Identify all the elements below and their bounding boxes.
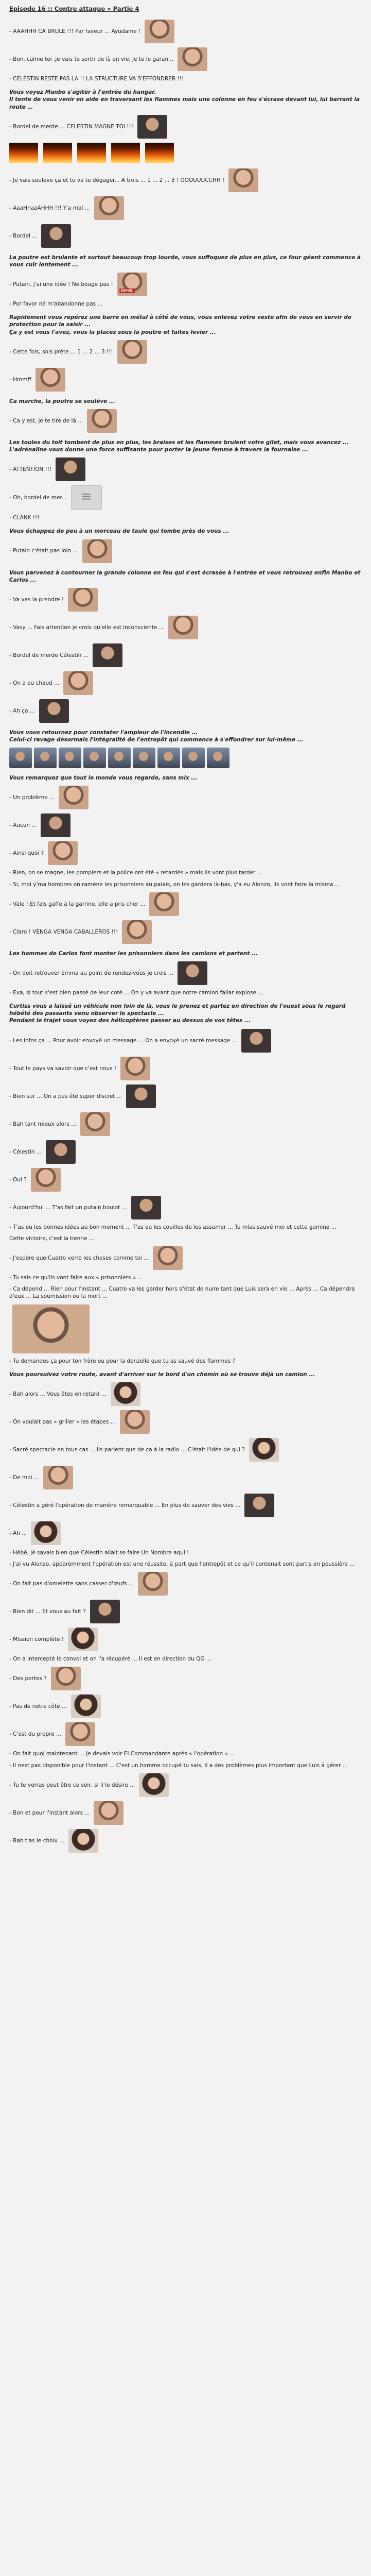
character-portrait-image — [153, 1246, 183, 1270]
character-portrait-image — [120, 1057, 150, 1080]
dialogue-row — [9, 588, 366, 612]
dialogue-line: - Rien, on se magne, les pompiers et la police ont été « retardés » mais ils vont plus tarder ... — [9, 870, 262, 876]
dialogue-row — [9, 1029, 366, 1053]
crowd-image — [108, 748, 131, 768]
dialogue-text: - Bien sur ... On a pas été super discret ... — [9, 1093, 122, 1099]
dialogue-text: - Ainsi quoi ? — [9, 850, 44, 857]
dialogue-text: - Bah alors ... Vous êtes en retard ... — [9, 1391, 107, 1397]
dialogue-row — [9, 1773, 366, 1797]
dialogue-text: - Putain c'était pas loin ... — [9, 548, 78, 554]
dialogue-text: - Ah ça ... — [9, 707, 35, 714]
dialogue-row — [9, 1694, 366, 1718]
character-portrait-image — [41, 814, 70, 837]
crowd-image — [34, 748, 57, 768]
dialogue-row — [9, 224, 366, 248]
dialogue-row — [9, 1168, 366, 1192]
dialogue-row — [9, 1410, 366, 1434]
dialogue-text: - Va vas la prendre ! — [9, 596, 64, 603]
dialogue-line: - On a intercepté le convoi et on l'a récupéré ... Il est en direction du QG ... — [9, 1656, 211, 1663]
dialogue-row — [9, 616, 366, 639]
crowd-image — [207, 748, 229, 768]
dialogue-row — [9, 457, 366, 481]
dialogue-row — [9, 368, 366, 392]
dialogue-text: - Cette fois, sois prête ... 1 ... 2 ... 3 !!! — [9, 348, 113, 355]
dialogue-text: - Vale ! Et fais gaffe à la garrine, elle a pris cher ... — [9, 901, 146, 907]
dialogue-line: - J'ai vu Alonzo, apparemment l'opération est une réussite, à part que l'entrepôt et ce qu'il contenait sont partis en poussière ... — [9, 1561, 355, 1568]
character-portrait-image — [68, 1829, 98, 1853]
dialogue-text: - Oh, bordel de mer... — [9, 495, 67, 501]
character-portrait-image — [145, 20, 174, 43]
dialogue-text: - Vasy ... Fais attention je crois qu'elle est inconsciente ... — [9, 624, 164, 631]
crowd-image — [182, 748, 205, 768]
character-portrait-image — [31, 1521, 61, 1545]
character-portrait-image — [71, 485, 102, 510]
dialogue-text: - Bordel ... — [9, 232, 38, 239]
character-portrait-image — [178, 47, 207, 71]
dialogue-text: - Célestin ... — [9, 1148, 42, 1155]
character-portrait-image — [228, 168, 258, 192]
dialogue-text: - ATTENTION !!! — [9, 466, 52, 473]
dialogue-text: - On a eu chaud ... — [9, 680, 60, 686]
dialogue-row — [9, 1628, 366, 1651]
dialogue-text: - AaaHhaaAHHH !!! Y'a mal ... — [9, 205, 90, 211]
narration-text: Vous échappez de peu à un morceau de taule qui tombe près de vous ... — [9, 528, 229, 535]
dialogue-row — [9, 1667, 366, 1690]
dialogue-text: - De moi ... — [9, 1474, 39, 1481]
character-portrait-image — [249, 1438, 279, 1462]
dialogue-text: - Pas de notre côté ... — [9, 1703, 67, 1710]
dialogue-text: - Les infos ça ... Pour avoir envoyé un message ... On a envoyé un sacré message ... — [9, 1037, 237, 1044]
dialogue-text: - Ah ... — [9, 1530, 27, 1536]
dialogue-row — [9, 961, 366, 985]
dialogue-text: - On doit retrouver Emma au point de rendez-vous je crois ... — [9, 970, 174, 976]
narration-text: La poutre est brulante et surtout beaucoup trop lourde, vous suffoquez de plus en plus, ce four géant commence à vous cuir lentement ... — [9, 254, 361, 268]
dialogue-text: - Tout le pays va savoir que c'est nous ! — [9, 1065, 117, 1072]
character-portrait-image — [56, 457, 85, 481]
dialogue-row — [9, 786, 366, 809]
dialogue-row — [9, 539, 366, 563]
dialogue-row — [9, 892, 366, 916]
dialogue-row — [9, 1801, 366, 1825]
dialogue-text: - Un problème ... — [9, 794, 55, 801]
dialogue-text: - Claro ! VENGA VENGA CABALLEROS !!! — [9, 928, 118, 935]
character-portrait-image — [137, 115, 167, 139]
character-portrait-image — [111, 1382, 140, 1406]
dialogue-row — [9, 196, 366, 220]
character-portrait-image — [48, 841, 78, 865]
dialogue-row — [9, 1382, 366, 1406]
narration-text: Vous poursuivez votre route, avant d'arriver sur le bord d'un chemin où se trouve déjà un camion ... — [9, 1371, 315, 1378]
dialogue-line: - Hébé, jé savais bien que Célestin allait se faire Un Nombre aqui ! — [9, 1549, 189, 1556]
character-portrait-image — [244, 1494, 274, 1517]
dialogue-text: - Hmmff — [9, 376, 31, 383]
dialogue-text: - Ca y est, je te tire de là ... — [9, 417, 83, 424]
dialogue-row — [9, 1438, 366, 1462]
dialogue-line: - Tu demandes ça pour ton frère ou pour la donzelle que tu as sauvé des flammes ? — [9, 1358, 236, 1364]
dialogue-line: - Tu sais ce qu'ils vont faire aux « prisonniers » ... — [9, 1274, 143, 1281]
narration-text: Rapidement vous repérez une barre en métal à côté de vous, vous enlevez votre veste afin de vous en servir de protection pour la saisir ... Ça y est vous l'avez, vous la placez sous la poutre et faites levier ... — [9, 314, 351, 335]
dialogue-text: - Célestin a géré l'opération de manière remarquable ... En plus de sauver des vies ... — [9, 1502, 241, 1509]
dialogue-text: - Bah t'as le choix ... — [9, 1837, 65, 1844]
dialogue-row — [9, 1466, 366, 1489]
fire-image — [43, 143, 72, 163]
crowd-image — [83, 748, 106, 768]
dialogue-text: - Tu te verras peut être ce soir, si il le désire ... — [9, 1782, 135, 1788]
dialogue-line: - Por favor né m'abandonne pas ... — [9, 301, 103, 308]
narration-text: Vous parvenez à contourner la grande colonne en feu qui s'est écrasée à l'entrée et vous retrouvez enfin Manbo et Carlos ... — [9, 569, 361, 583]
dialogue-line: - CLANK !!! — [9, 515, 40, 521]
dialogue-text: - Aujourd'hui ... T'as fait un putain boulot ... — [9, 1204, 127, 1211]
character-portrait-image — [68, 588, 98, 612]
crowd-image-strip — [9, 748, 366, 768]
dialogue-row — [9, 1112, 366, 1136]
dialogue-text: - Bon et pour l'instant alors ... — [9, 1809, 90, 1816]
character-portrait-image — [131, 1196, 161, 1219]
character-portrait-image — [82, 539, 112, 563]
dialogue-text: - C'est du propre ... — [9, 1731, 62, 1738]
dialogue-row — [9, 1600, 366, 1623]
dialogue-line: - CELESTIN RESTE PAS LA !! LA STRUCTURE VA S'EFFONDRER !!! — [9, 76, 184, 82]
dialogue-row — [9, 1057, 366, 1080]
character-portrait-image — [94, 1801, 123, 1825]
character-portrait-image — [138, 1572, 168, 1596]
character-portrait-image — [149, 892, 179, 916]
dialogue-row — [9, 1246, 366, 1270]
character-portrait-image — [139, 1773, 169, 1797]
character-portrait-image — [31, 1168, 61, 1192]
character-portrait-image — [93, 643, 122, 667]
dialogue-row — [9, 1140, 366, 1164]
character-portrait-image — [51, 1667, 81, 1690]
character-portrait-image — [94, 196, 124, 220]
dialogue-text: - Oui ? — [9, 1176, 27, 1183]
fire-image — [9, 143, 38, 163]
dialogue-line: - Ca dépend ... Rien pour l'instant ... Cuatro va les garder hors d'état de nuire tant que Luis sera en vie ... Après ... Ca dépendra d'eux ... La soumission ou la mort ... — [9, 1286, 355, 1300]
character-portrait-image — [39, 699, 69, 723]
dialogue-text: - Bien dit ... Et vous au fait ? — [9, 1608, 86, 1615]
narration-text: Vous voyez Manbo s'agiter à l'entrée du hangar. Il tente de vous venir en aide en traversant les flammes mais une colonne en feu s'écrase devant lui, lui barrant la route … — [9, 89, 360, 110]
dialogue-row — [9, 1722, 366, 1746]
dialogue-line: Cette victoire, c'est la tienne ... — [9, 1235, 94, 1242]
dialogue-row — [9, 1572, 366, 1596]
dialogue-row — [9, 699, 366, 723]
dialogue-row — [9, 1196, 366, 1219]
character-portrait-image — [87, 409, 117, 433]
story-content — [9, 20, 366, 1853]
character-portrait-image — [178, 961, 207, 985]
dialogue-text: - Sacré spectacle en tous cas ... Ils parlent que de ça à la radio ... C'était l'idée de qui ? — [9, 1446, 245, 1453]
narration-text: Vous vous retournez pour constater l'ampleur de l'incendie ... Celui-ci ravage désormais l'intégralité de l'entrepôt qui commence à s'effondrer sur lui-même ... — [9, 729, 304, 743]
dialogue-line: - On fait quoi maintenant ... Je devais voir El Commandante après « l'opération » ... — [9, 1751, 235, 1757]
crowd-image — [157, 748, 180, 768]
dialogue-text: - Des pertes ? — [9, 1675, 47, 1682]
dialogue-text: - Bah tant mieux alors ... — [9, 1121, 77, 1127]
character-portrait-image — [68, 1628, 98, 1651]
dialogue-row — [9, 273, 366, 296]
character-portrait-image — [117, 273, 147, 296]
character-large-image — [12, 1304, 90, 1353]
dialogue-text: - On fait pas d'omelette sans casser d'œufs ... — [9, 1581, 134, 1587]
dialogue-row — [9, 1494, 366, 1517]
dialogue-row — [9, 485, 366, 510]
crowd-image — [133, 748, 155, 768]
dialogue-text: - Putain, j'ai une idée ! Ne bouge pas ! — [9, 281, 113, 287]
character-portrait-image — [120, 1410, 150, 1434]
character-portrait-image — [46, 1140, 76, 1164]
dialogue-row — [9, 20, 366, 43]
character-portrait-image — [241, 1029, 271, 1053]
dialogue-row — [9, 47, 366, 71]
character-portrait-image — [41, 224, 71, 248]
dialogue-row — [9, 168, 366, 192]
character-portrait-image — [71, 1694, 101, 1718]
dialogue-row — [9, 1521, 366, 1545]
dialogue-text: - Mission complète ! — [9, 1636, 64, 1643]
dialogue-row — [9, 340, 366, 364]
character-portrait-image — [63, 671, 93, 695]
fire-image — [111, 143, 140, 163]
fire-image — [145, 143, 174, 163]
dialogue-row — [9, 814, 366, 837]
dialogue-text: - Je vais souleve ça et tu va te dégager... A trois ... 1 ... 2 ... 3 ! OOOUUUCCHH ! — [9, 177, 225, 183]
sign-label: ESPOIL — [119, 289, 135, 293]
dialogue-row — [9, 643, 366, 667]
character-portrait-image — [80, 1112, 110, 1136]
dialogue-text: - Bordel de merde ... CELESTIN MAGNE TOI !!! — [9, 123, 133, 130]
dialogue-row — [9, 409, 366, 433]
dialogue-line: - Si, moi y'ma hombres on ramène les prisonniers au palais, on les gardera là-bas, y'a eu Alonzo, ils vont faire la misma ... — [9, 881, 340, 888]
dialogue-row — [9, 1084, 366, 1108]
dialogue-row — [9, 920, 366, 944]
dialogue-row — [9, 115, 366, 139]
dialogue-row — [9, 671, 366, 695]
character-portrait-image — [65, 1722, 95, 1746]
character-portrait-image — [90, 1600, 120, 1623]
narration-text: Les toules du toit tombent de plus en plus, les braises et les flammes brulent votre gilet, mais vous avancez ... L'adrénaline vous donne une force suffisante pour porter la jeune femme à travers la fournaise ... — [9, 439, 349, 453]
fire-image-strip — [9, 143, 366, 163]
character-portrait-image — [36, 368, 65, 392]
dialogue-text: - Bon, calme toi ,je vais te sortir de là en vie, je te le garan... — [9, 56, 174, 62]
character-portrait-image — [122, 920, 152, 944]
narration-text: Vous remarquez que tout le monde vous regarde, sans mix ... — [9, 775, 198, 782]
dialogue-text: - On voulait pas « griller » les étapes ... — [9, 1418, 116, 1425]
fire-image — [77, 143, 106, 163]
dialogue-text: - Bordel de merde Célestin ... — [9, 652, 89, 658]
character-portrait-image — [43, 1466, 73, 1489]
dialogue-line: - T'as eu les bonnes idées au bon moment ... T'as eu les couilles de les assumer ... Tu mías sauvé moi et cette gamine ... — [9, 1224, 337, 1230]
character-portrait-image — [126, 1084, 156, 1108]
dialogue-text: - AAAHHH CA BRULE !!! Par faveur ... Ayudame ! — [9, 28, 141, 35]
dialogue-text: - Aucun ... — [9, 822, 37, 829]
crowd-image — [9, 748, 32, 768]
dialogue-line: - Il nest pas disponible pour l'instant ... C'est un homme occupé tu sais, il a des problèmes plus important que Luis à gérer ... — [9, 1762, 348, 1769]
narration-text: Ca marche, la poutre se soulève ... — [9, 398, 115, 404]
character-portrait-image — [59, 786, 89, 809]
character-portrait-image — [117, 340, 147, 364]
narration-text: Curtiss vous a laissé un véhicule non loin de là, vous le prenez et partez en direction de l'ouest sous le regard hébété des passants venu observer le spectacle ... Pendant le trajet vous voyez des hélicoptères passer au dessus de vos têtes ... — [9, 1003, 346, 1024]
page-title: Episode 16 :: Contre attaque « Partie 4 — [9, 5, 139, 12]
narration-text: Les hommes de Carlos font monter les prisonniers dans les camions et partent ... — [9, 950, 258, 957]
dialogue-row — [9, 1829, 366, 1853]
character-portrait-image — [168, 616, 198, 639]
crowd-image — [59, 748, 81, 768]
dialogue-row — [9, 841, 366, 865]
dialogue-text: - J'espère que Cuatro verra les choses comme toi ... — [9, 1255, 149, 1261]
dialogue-line: - Exa, si tout s'est bien passé de leur coté ... On y va avant que notre camion fallar explose ... — [9, 989, 263, 996]
